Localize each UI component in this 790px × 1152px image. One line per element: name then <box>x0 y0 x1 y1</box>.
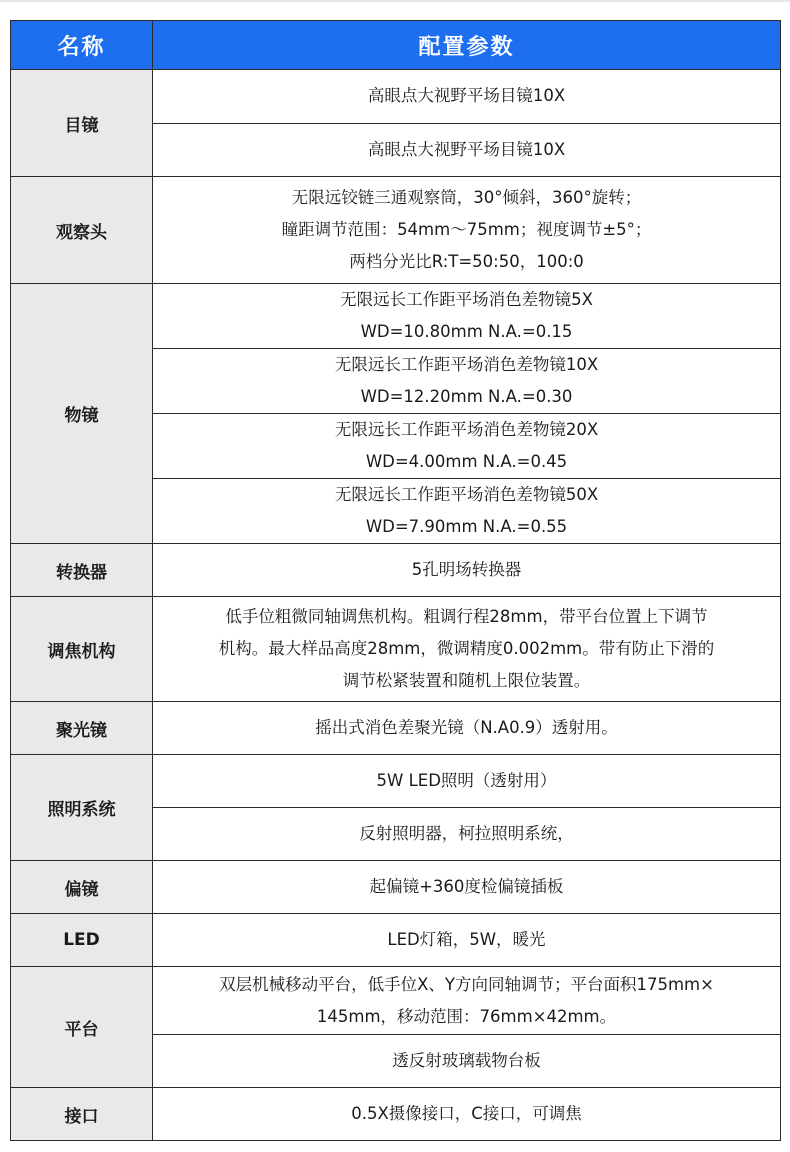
objective-spec: WD=4.00mm N.A.=0.45 <box>365 452 568 471</box>
head-line-1: 无限远铰链三通观察筒，30°倾斜，360°旋转； <box>291 188 642 207</box>
stage-line-2: 145mm，移动范围：76mm×42mm。 <box>316 1006 617 1026</box>
objective-model: 无限远长工作距平场消色差物镜10X <box>334 355 599 374</box>
objective-spec: WD=10.80mm N.A.=0.15 <box>360 322 573 341</box>
row-name-head: 观察头 <box>11 177 153 284</box>
objective-item-2 <box>153 349 781 414</box>
eyepiece-value-1: 高眼点大视野平场目镜10X <box>153 70 781 124</box>
row-name-condenser: 聚光镜 <box>11 702 153 755</box>
objective-model: 无限远长工作距平场消色差物镜20X <box>334 420 599 439</box>
led-value: LED灯箱，5W，暖光 <box>153 914 781 967</box>
head-line-2: 瞳距调节范围：54mm～75mm；视度调节±5°； <box>281 220 652 239</box>
table-row <box>11 597 781 702</box>
objective-model: 无限远长工作距平场消色差物镜50X <box>334 485 599 504</box>
row-name-nosepiece: 转换器 <box>11 544 153 597</box>
row-name-led: LED <box>11 914 153 967</box>
table-row <box>11 967 781 1035</box>
head-line-3: 两档分光比R:T=50:50，100:0 <box>349 252 584 271</box>
objective-item-4 <box>153 479 781 544</box>
row-name-focus: 调焦机构 <box>11 597 153 702</box>
focus-line-2: 机构。最大样品高度28mm，微调精度0.002mm。带有防止下滑的 <box>218 639 715 658</box>
header-config: 配置参数 <box>153 21 781 70</box>
top-divider <box>0 0 790 2</box>
table-row <box>11 914 781 967</box>
row-name-eyepiece: 目镜 <box>11 70 153 177</box>
table-row <box>11 70 781 124</box>
polarizer-value: 起偏镜+360度检偏镜插板 <box>153 861 781 914</box>
table-header-row <box>11 21 781 70</box>
stage-extra-value: 透反射玻璃载物台板 <box>153 1035 781 1088</box>
table-row <box>11 861 781 914</box>
interface-value: 0.5X摄像接口，C接口，可调焦 <box>153 1088 781 1141</box>
objective-item-3 <box>153 414 781 479</box>
objective-item-1 <box>153 284 781 349</box>
stage-line-1: 双层机械移动平台，低手位X、Y方向同轴调节；平台面积175mm× <box>219 974 714 994</box>
row-name-stage: 平台 <box>11 967 153 1088</box>
nosepiece-value: 5孔明场转换器 <box>153 544 781 597</box>
illumination-value-1: 5W LED照明（透射用） <box>153 755 781 808</box>
stage-value <box>153 967 781 1035</box>
head-value <box>153 177 781 284</box>
eyepiece-value-2: 高眼点大视野平场目镜10X <box>153 123 781 177</box>
spec-table <box>10 20 781 1141</box>
table-row <box>11 177 781 284</box>
objective-spec: WD=7.90mm N.A.=0.55 <box>365 517 568 536</box>
row-name-objective: 物镜 <box>11 284 153 544</box>
table-row <box>11 755 781 808</box>
table-row <box>11 284 781 349</box>
illumination-value-2: 反射照明器，柯拉照明系统， <box>153 808 781 861</box>
focus-line-1: 低手位粗微同轴调焦机构。粗调行程28mm，带平台位置上下调节 <box>225 607 708 626</box>
header-name: 名称 <box>11 21 153 70</box>
focus-value <box>153 597 781 702</box>
table-row <box>11 544 781 597</box>
objective-spec: WD=12.20mm N.A.=0.30 <box>360 387 573 406</box>
table-row <box>11 702 781 755</box>
objective-model: 无限远长工作距平场消色差物镜5X <box>340 290 593 309</box>
row-name-illumination: 照明系统 <box>11 755 153 861</box>
row-name-polarizer: 偏镜 <box>11 861 153 914</box>
table-row <box>11 1088 781 1141</box>
focus-line-3: 调节松紧装置和随机上限位装置。 <box>342 671 591 690</box>
condenser-value: 摇出式消色差聚光镜（N.A0.9）透射用。 <box>153 702 781 755</box>
row-name-interface: 接口 <box>11 1088 153 1141</box>
